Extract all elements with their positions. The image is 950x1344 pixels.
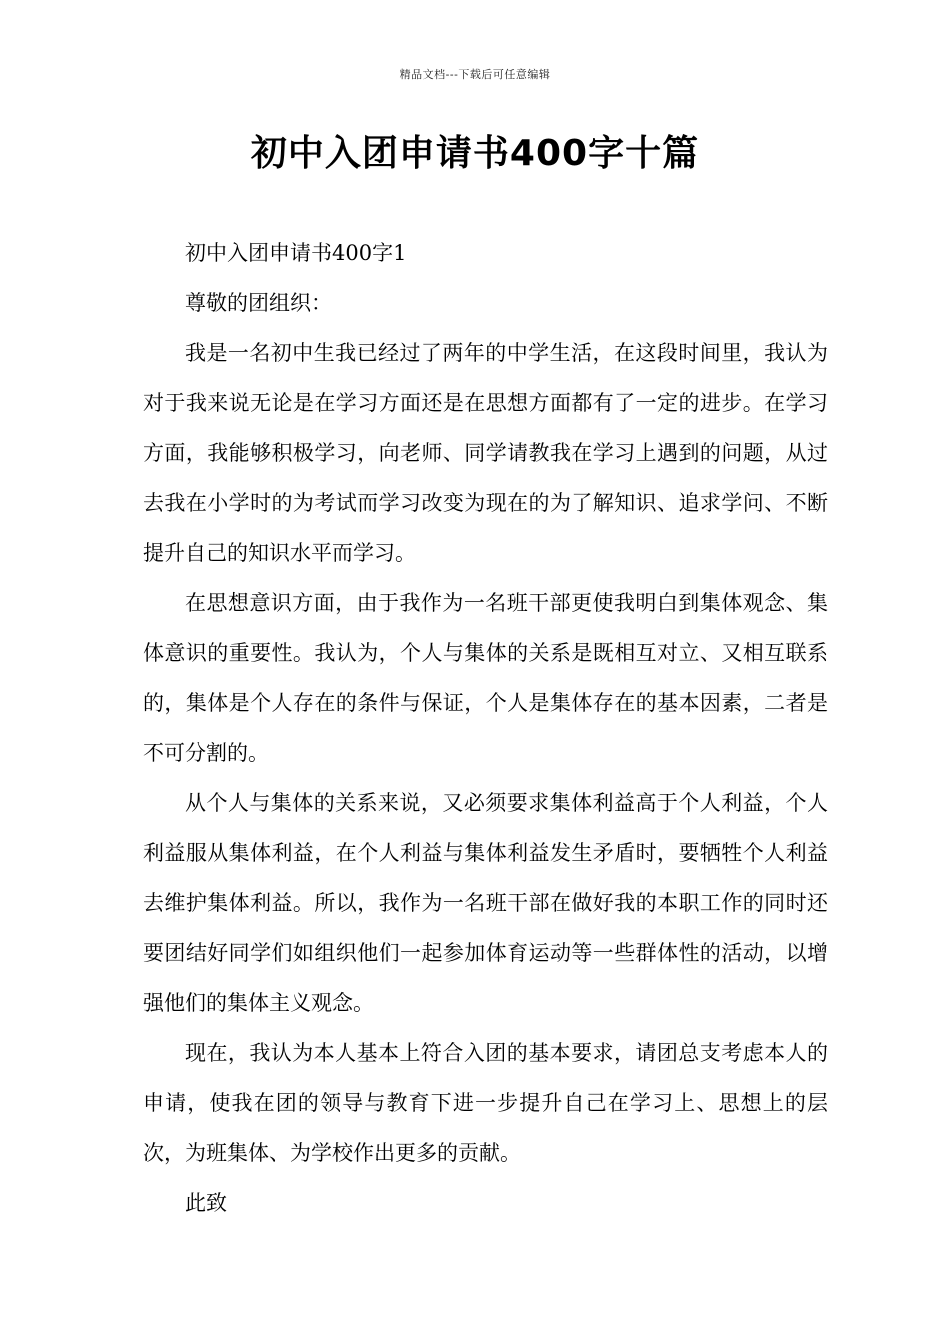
header-note: 精品文档---下载后可任意编辑	[399, 68, 551, 81]
body-paragraph-4: 现在，我认为本人基本上符合入团的基本要求，请团总支考虑本人的申请，使我在团的领导与教育下进一步提升自己在学习上、思想上的层次，为班集体、为学校作出更多的贡献。	[143, 1041, 828, 1165]
section-subtitle: 初中入团申请书400字1	[185, 241, 407, 265]
closing: 此致	[185, 1191, 227, 1215]
body-paragraph-1: 我是一名初中生我已经过了两年的中学生活，在这段时间里，我认为对于我来说无论是在学习方面还是在思想方面都有了一定的进步。在学习方面，我能够积极学习，向老师、同学请教我在学习上遇到的问题，从过去我在小学时的为考试而学习改变为现在的为了解知识、追求学问、不断提升自己的知识水平而学习。	[143, 341, 828, 565]
body-paragraph-3: 从个人与集体的关系来说，又必须要求集体利益高于个人利益，个人利益服从集体利益，在个人利益与集体利益发生矛盾时，要牺牲个人利益去维护集体利益。所以，我作为一名班干部在做好我的本职工作的同时还要团结好同学们如组织他们一起参加体育运动等一些群体性的活动，以增强他们的集体主义观念。	[143, 791, 828, 1015]
body-paragraph-2: 在思想意识方面，由于我作为一名班干部更使我明白到集体观念、集体意识的重要性。我认为，个人与集体的关系是既相互对立、又相互联系的，集体是个人存在的条件与保证，个人是集体存在的基本因素，二者是不可分割的。	[143, 591, 828, 765]
salutation: 尊敬的团组织：	[185, 291, 332, 315]
document-title: 初中入团申请书400字十篇	[250, 133, 700, 174]
document-body	[143, 228, 828, 1228]
